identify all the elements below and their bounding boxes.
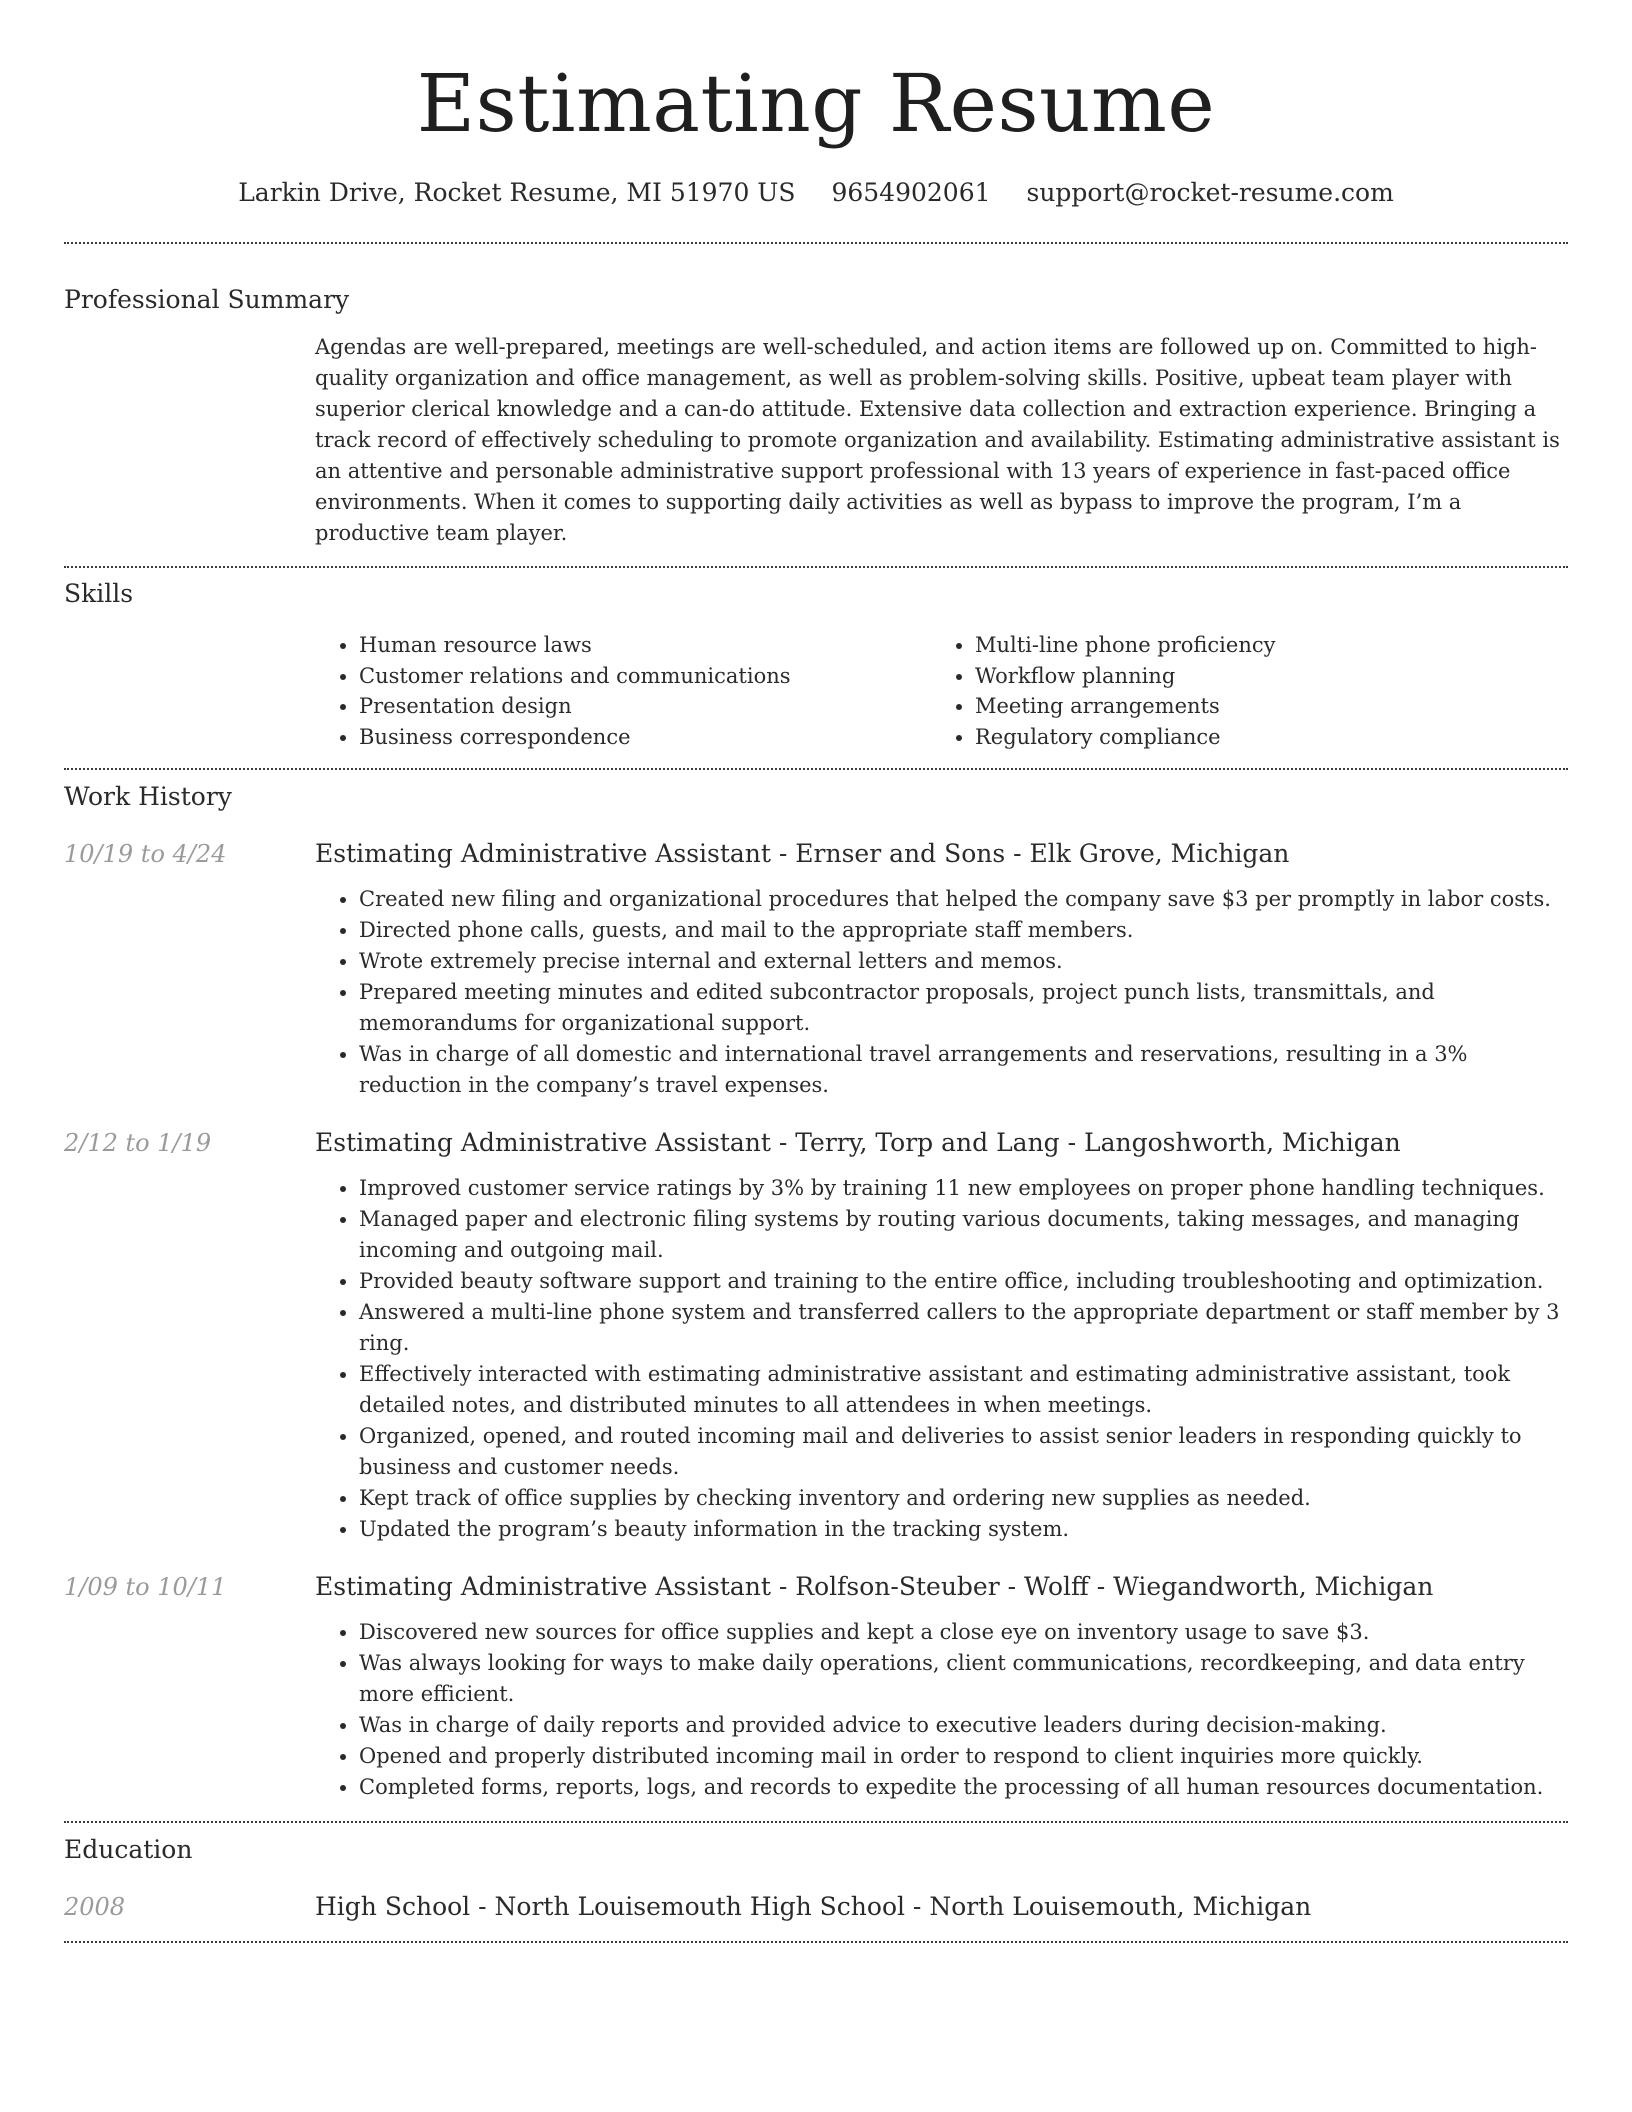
skills-list-left bbox=[315, 630, 931, 752]
job-bullets bbox=[315, 884, 1568, 1101]
divider bbox=[64, 768, 1568, 770]
education-title: High School - North Louisemouth High School - North Louisemouth, Michigan bbox=[315, 1892, 1312, 1921]
job-date: 1/09 to 10/11 bbox=[64, 1573, 227, 1601]
skill-item: • Workflow planning bbox=[975, 661, 1547, 692]
divider bbox=[64, 1821, 1568, 1823]
skills-list-right bbox=[931, 630, 1547, 752]
list-item: • Prepared meeting minutes and edited subcontractor proposals, project punch lists, transmittals, and memorandums for organizational support. bbox=[359, 977, 1568, 1039]
contact-line bbox=[64, 178, 1568, 208]
summary-text: Agendas are well-prepared, meetings are well-scheduled, and action items are followed up on. Committed to high-quality organization and office management, as well as problem-solving skills. Positive, upbeat team player with superior clerical knowledge and a can-do attitude. Extensive data collection and extraction experience. Bringing a track record of effectively scheduling to promote organization and availability. Estimating administrative assistant is an attentive and personable administrative support professional with 13 years of experience in fast-paced office environments. When it comes to supporting daily activities as well as bypass to improve the program, I’m a productive team player. bbox=[315, 335, 1560, 545]
job-bullets bbox=[315, 1173, 1568, 1545]
list-item: • Created new filing and organizational procedures that helped the company save $3 per promptly in labor costs. bbox=[359, 884, 1568, 915]
skill-item: • Regulatory compliance bbox=[975, 722, 1547, 753]
divider bbox=[64, 1941, 1568, 1943]
list-item: • Managed paper and electronic filing systems by routing various documents, taking messages, and managing incoming and outgoing mail. bbox=[359, 1204, 1568, 1266]
list-item: • Organized, opened, and routed incoming mail and deliveries to assist senior leaders in responding quickly to business and customer needs. bbox=[359, 1421, 1568, 1483]
list-item: • Effectively interacted with estimating administrative assistant and estimating administrative assistant, took detailed notes, and distributed minutes to all attendees in when meetings. bbox=[359, 1359, 1568, 1421]
skill-item: • Human resource laws bbox=[359, 630, 931, 661]
skill-item: • Customer relations and communications bbox=[359, 661, 931, 692]
summary-row bbox=[64, 332, 1568, 549]
list-item: • Improved customer service ratings by 3% by training 11 new employees on proper phone handling techniques. bbox=[359, 1173, 1568, 1204]
skill-item: • Multi-line phone proficiency bbox=[975, 630, 1547, 661]
job-title: Estimating Administrative Assistant - Terry, Torp and Lang - Langoshworth, Michigan bbox=[315, 1128, 1401, 1157]
list-item: • Was in charge of all domestic and international travel arrangements and reservations, resulting in a 3% reduction in the company’s travel expenses. bbox=[359, 1039, 1568, 1101]
list-item: • Directed phone calls, guests, and mail to the appropriate staff members. bbox=[359, 915, 1568, 946]
summary-heading: Professional Summary bbox=[64, 285, 350, 314]
skill-item: • Business correspondence bbox=[359, 722, 931, 753]
education-date: 2008 bbox=[64, 1893, 126, 1921]
job-bullets bbox=[315, 1617, 1568, 1803]
job-entry bbox=[64, 1571, 1568, 1803]
divider bbox=[64, 242, 1568, 244]
education-entry bbox=[64, 1891, 1568, 1923]
job-date: 10/19 to 4/24 bbox=[64, 840, 227, 868]
job-entry bbox=[64, 838, 1568, 1101]
job-date: 2/12 to 1/19 bbox=[64, 1129, 212, 1157]
job-title: Estimating Administrative Assistant - Rolfson-Steuber - Wolff - Wiegandworth, Michigan bbox=[315, 1572, 1434, 1601]
skill-item: • Presentation design bbox=[359, 691, 931, 722]
divider bbox=[64, 566, 1568, 568]
work-heading: Work History bbox=[64, 782, 232, 811]
list-item: • Updated the program’s beauty information in the tracking system. bbox=[359, 1514, 1568, 1545]
list-item: • Opened and properly distributed incoming mail in order to respond to client inquiries more quickly. bbox=[359, 1741, 1568, 1772]
contact-email: support@rocket-resume.com bbox=[1026, 178, 1394, 207]
skills-grid bbox=[315, 630, 1568, 752]
page-title: Estimating Resume bbox=[416, 57, 1216, 150]
resume-page bbox=[64, 0, 1568, 1943]
list-item: • Answered a multi-line phone system and transferred callers to the appropriate department or staff member by 3 ring. bbox=[359, 1297, 1568, 1359]
skills-row bbox=[64, 630, 1568, 752]
skills-heading: Skills bbox=[64, 579, 134, 608]
contact-address: Larkin Drive, Rocket Resume, MI 51970 US bbox=[238, 178, 796, 207]
job-entry bbox=[64, 1127, 1568, 1545]
list-item: • Completed forms, reports, logs, and records to expedite the processing of all human resources documentation. bbox=[359, 1772, 1568, 1803]
job-title: Estimating Administrative Assistant - Ernser and Sons - Elk Grove, Michigan bbox=[315, 839, 1290, 868]
list-item: • Kept track of office supplies by checking inventory and ordering new supplies as needed. bbox=[359, 1483, 1568, 1514]
list-item: • Provided beauty software support and training to the entire office, including troubleshooting and optimization. bbox=[359, 1266, 1568, 1297]
list-item: • Wrote extremely precise internal and external letters and memos. bbox=[359, 946, 1568, 977]
list-item: • Was in charge of daily reports and provided advice to executive leaders during decision-making. bbox=[359, 1710, 1568, 1741]
list-item: • Discovered new sources for office supplies and kept a close eye on inventory usage to save $3. bbox=[359, 1617, 1568, 1648]
list-item: • Was always looking for ways to make daily operations, client communications, recordkeeping, and data entry more efficient. bbox=[359, 1648, 1568, 1710]
contact-phone: 9654902061 bbox=[831, 178, 991, 207]
skill-item: • Meeting arrangements bbox=[975, 691, 1547, 722]
education-heading: Education bbox=[64, 1835, 193, 1864]
